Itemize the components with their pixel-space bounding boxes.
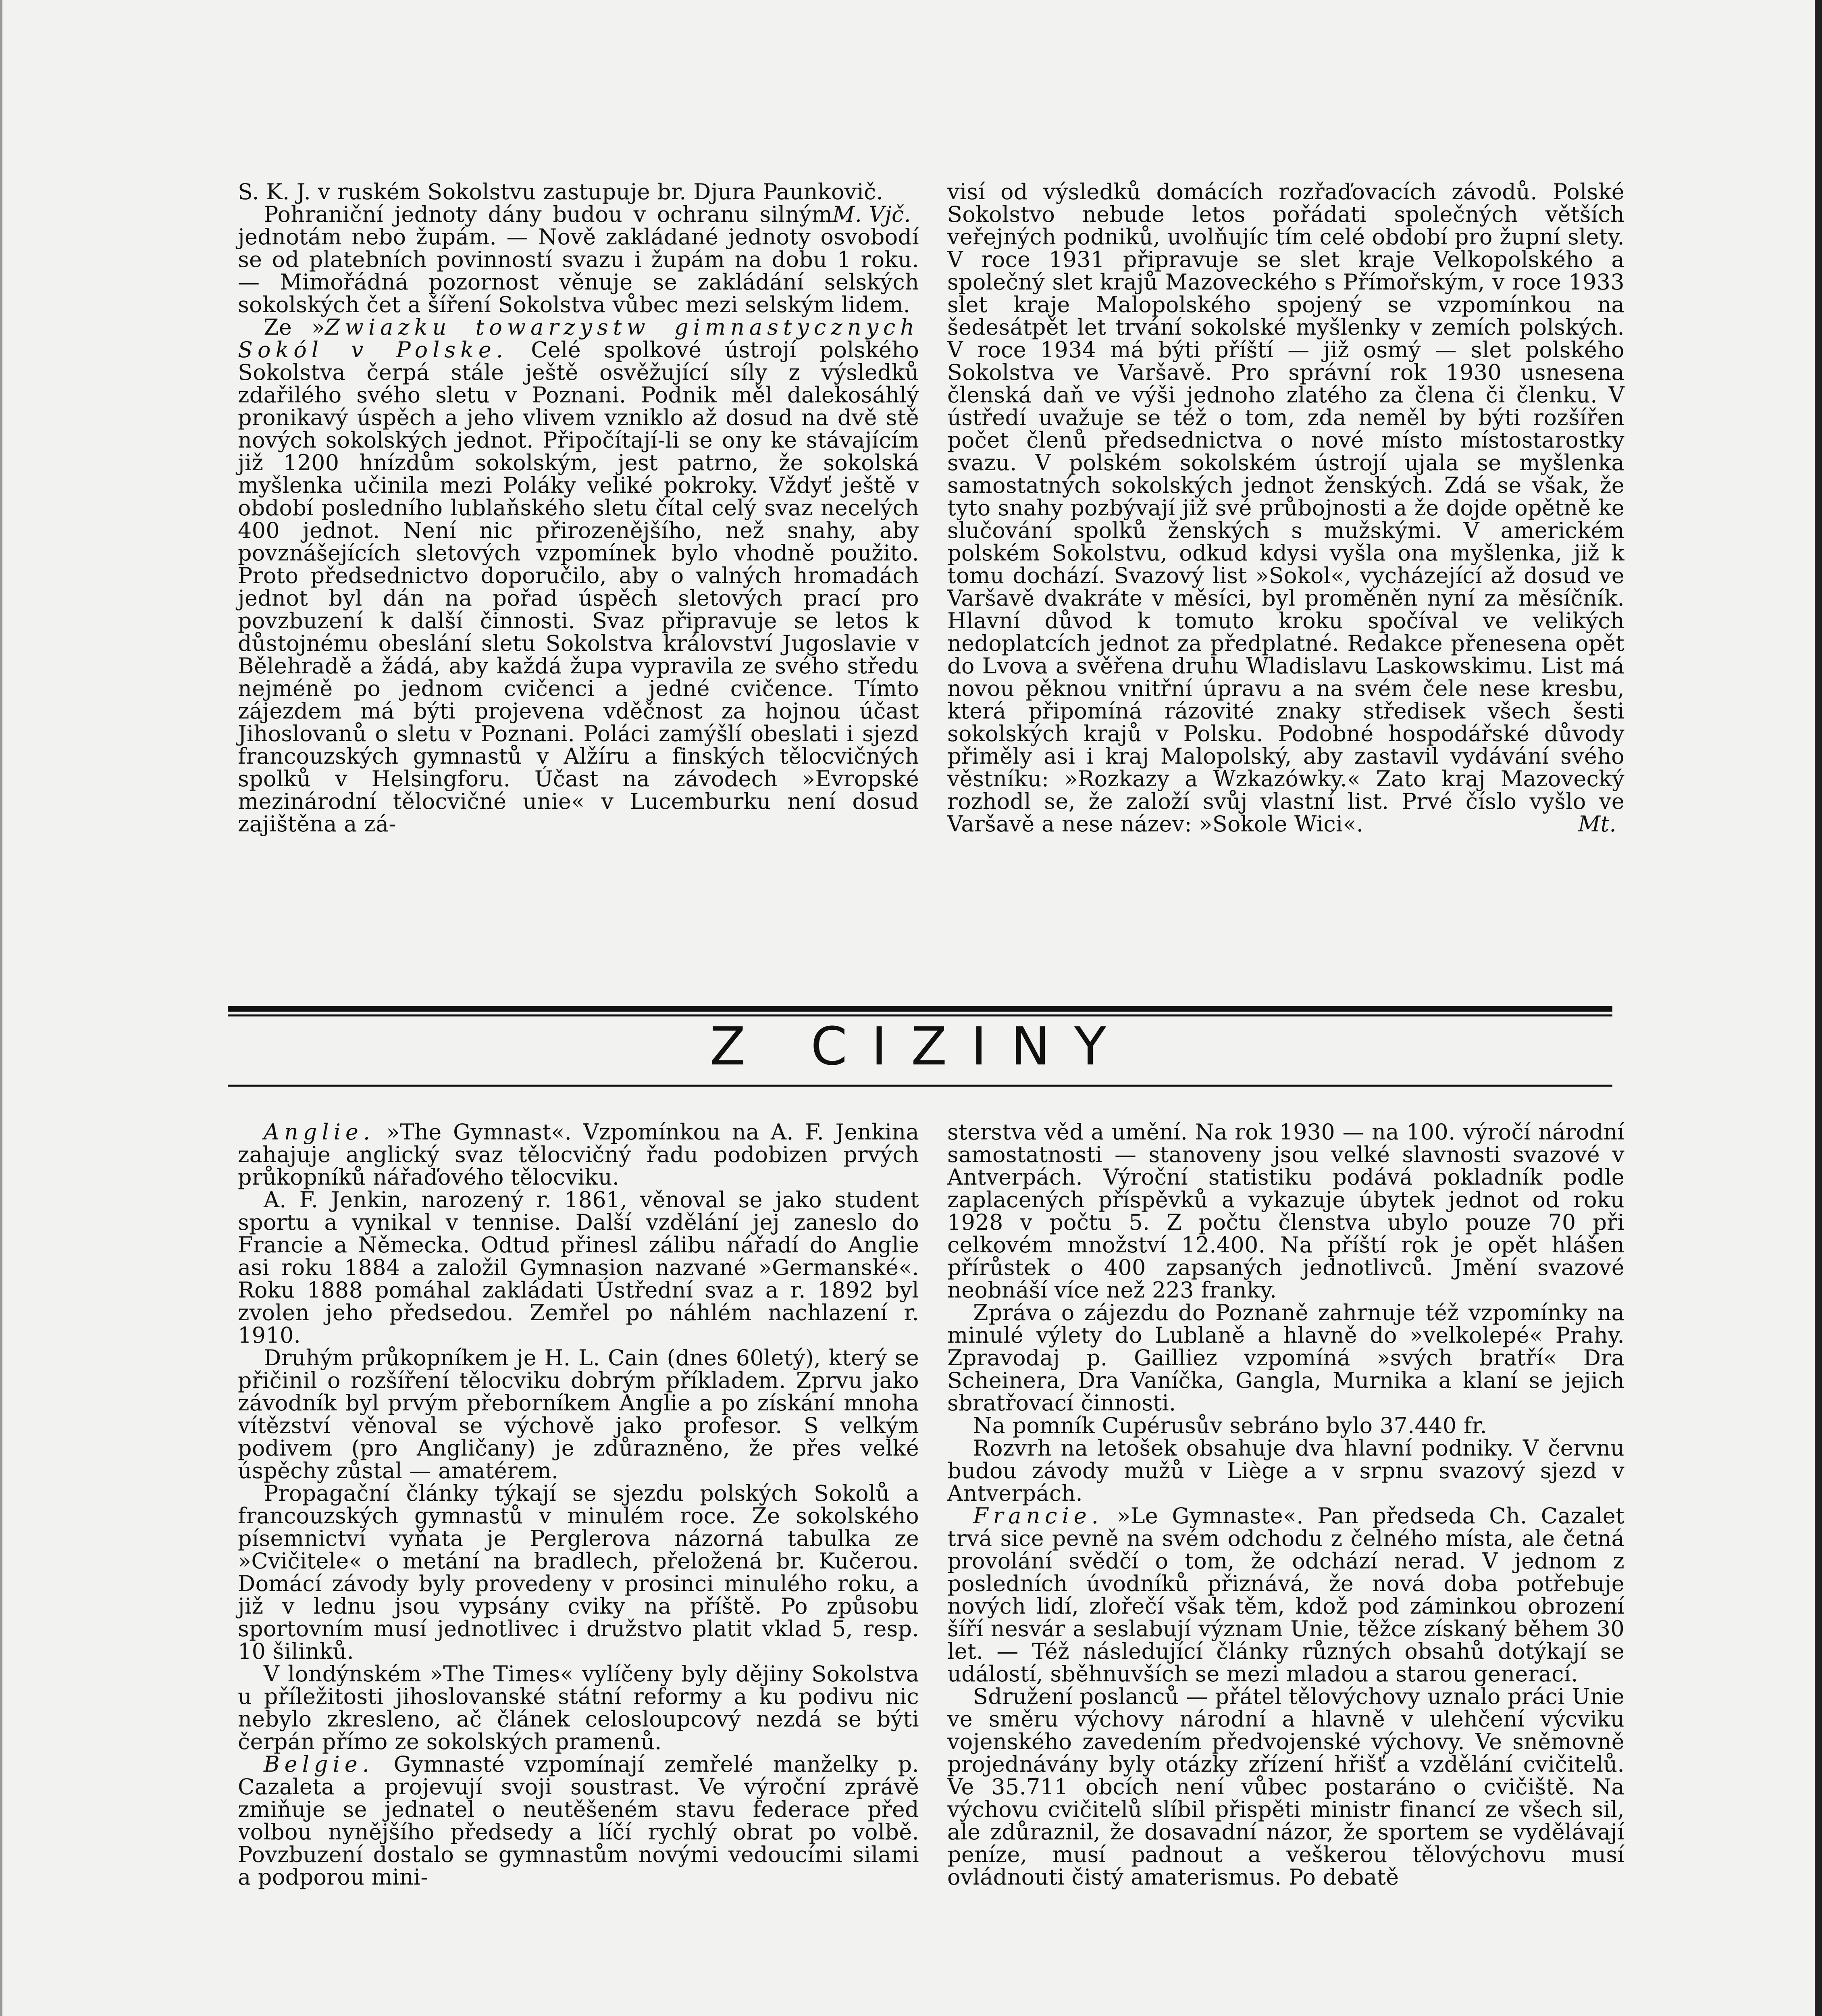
author-signature: M. Vjč. — [832, 202, 911, 227]
spaced-heading: Francie. — [973, 1503, 1103, 1529]
page-edge-left — [0, 0, 2, 2016]
section-rule-top-thick — [228, 1006, 1612, 1012]
paragraph — [947, 181, 1624, 835]
paragraph — [238, 179, 919, 227]
paragraph — [238, 203, 919, 316]
paragraph — [238, 316, 919, 835]
section-rule-bottom — [228, 1085, 1612, 1087]
spaced-heading: Anglie. — [264, 1119, 375, 1145]
paragraph — [947, 1505, 1624, 1685]
paragraph — [238, 1482, 919, 1663]
paragraph — [238, 1663, 919, 1753]
column-top-left — [238, 181, 919, 835]
section-title: Z CIZINY — [709, 1016, 1131, 1077]
author-signature: Mt. — [1578, 811, 1616, 837]
spaced-heading: Zwiazku towarzystw gimnastycznych Sokól v Polske. — [238, 314, 919, 362]
spaced-heading: Belgie. — [264, 1752, 374, 1777]
page-edge-right — [1815, 0, 1822, 2016]
paragraph-text: Gymnasté vzpomínají zemřelé manželky p. Cazaleta a projevují svoji soustrast. Ve výroční zprávě zmiňuje se jednatel o neutěšeném stavu federace před volbou nynějšího předsedy a líčí rychlý obrat po volbě. Povzbuzení dostalo se gymnastům novými vedoucími silami a podporou mini- — [238, 1752, 919, 1890]
paragraph — [238, 1347, 919, 1482]
paragraph — [238, 1121, 919, 1189]
column-bottom-left — [238, 1121, 919, 1889]
paragraph-text: sterstva věd a umění. Na rok 1930 — na 100. výročí národní samostatnosti — stanoveny jsou velké slavnosti svazové v Antverpách. Výroční statistiku podává pokladník podle zaplacených příspěvků a vykazuje úbytek jednot od roku 1928 v počtu 5. Z počtu členstva ubylo pouze 70 při celkovém množství 12.400. Na příští rok je opět hlášen přírůstek o 400 zapsaných jednotlivců. Jmění svazové neobnáší více než 223 franky. — [947, 1119, 1624, 1303]
paragraph-text: »Le Gymnaste«. Pan předseda Ch. Cazalet trvá sice pevně na svém odchodu z čelného místa, ale četná provolání svědčí o tom, že odchází nerad. V jednom z posledních úvodníků přiznává, že nová doba potřebuje nových lidí, zlořečí však těm, kdož pod záminkou obrození šíří nesvár a seslabují význam Unie, těžce získaný během 30 let. — Též následující články různých obsahů dotýkají se událostí, sběhnuvších se mezi mladou a starou generací. — [947, 1503, 1624, 1687]
paragraph-text: visí od výsledků domácích rozřaďovacích závodů. Polské Sokolstvo nebude letos pořádati společných větších veřejných podniků, uvolňujíc tím celé období pro župní slety. V roce 1931 připravuje se slet kraje Velkopolského a společný slet krajů Mazoveckého s Přímořským, v roce 1933 slet kraje Malopolského spojený se vzpomínkou na šedesátpět let trvání sokolské myšlenky v zemích polských. V roce 1934 má býti příští — již osmý — slet polského Sokolstva ve Varšavě. Pro správní rok 1930 usnesena členská daň ve výši jednoho zlatého za člena či členku. V ústředí uvažuje se též o tom, zda neměl by býti rozšířen počet členů předsednictva o nové místo místostarostky svazu. V polském sokolském ústrojí ujala se myšlenka samostatných sokolských jednot ženských. Zdá se však, že tyto snahy pozbývají již své průbojnosti a že dojde opětně ke slučování spolků ženských s mužskými. V americkém polském Sokolstvu, odkud kdysi vyšla ona myšlenka, již k tomu dochází. Svazový list »Sokol«, vycházející až dosud ve Varšavě dvakráte v měsíci, byl proměněn nyní za měsíčník. Hlavní důvod k tomuto kroku spočíval ve velikých nedoplatcích jednot za předplatné. Redakce přenesena opět do Lvova a svěřena druhu Wladislavu Laskowskimu. List má novou pěknou vnitřní úpravu a na svém čele nese kresbu, která připomíná rázovité znaky středisek všech šesti sokolských krajů v Polsku. Podobné hospodářské důvody přiměly asi i kraj Malopolský, aby zastavil vydávání svého věstníku: »Rozkazy a Wzkazówky.« Zato kraj Mazovecký rozhodl se, že založí svůj vlastní list. Prvé číslo vyšlo ve Varšavě a nese název: »Sokole Wici«. — [947, 179, 1624, 837]
paragraph — [238, 1753, 919, 1889]
paragraph — [947, 1685, 1624, 1889]
paragraph — [947, 1121, 1624, 1302]
paragraph-text: Propagační články týkají se sjezdu polských Sokolů a francouzských gymnastů v minulém roce. Ze sokolského písemnictví vyňata je Perglerova názorná tabulka ze »Cvičitele« o metání na bradlech, přeložená br. Kučerou. Domácí závody byly provedeny v prosinci minulého roku, a již v lednu jsou vypsány cviky na příště. Po způsobu sportovním musí jednotlivec i družstvo platit vklad 5, resp. 10 šilinků. — [238, 1481, 919, 1664]
paragraph-text: V londýnském »The Times« vylíčeny byly dějiny Sokolstva u příležitosti jihoslovanské státní reformy a ku podivu nic nebylo zkresleno, ač článek celosloupcový nezdá se býti čerpán přímo ze sokolských pramenů. — [238, 1661, 919, 1754]
paragraph-text: S. K. J. v ruském Sokolstvu zastupuje br. Djura Paunkovič. — [238, 179, 884, 204]
paragraph-text: Zpráva o zájezdu do Poznaně zahrnuje též vzpomínky na minulé výlety do Lublaně a hlavně do »velkolepé« Prahy. Zpravodaj p. Gailliez vzpomíná »svých bratří« Dra Scheinera, Dra Vaníčka, Gangla, Murnika a klaní se jejich sbratřovací činnosti. — [947, 1300, 1624, 1416]
paragraph-text: »The Gymnast«. Vzpomínkou na A. F. Jenkina zahajuje anglický svaz tělocvičný řadu podobizen prvých průkopníků nářaďového tělocviku. — [238, 1119, 919, 1190]
column-top-right — [947, 181, 1624, 835]
paragraph — [238, 1189, 919, 1347]
paragraph — [947, 1437, 1624, 1505]
paragraph-text: Sdružení poslanců — přátel tělovýchovy uznalo práci Unie ve směru výchovy národní a hlavně v ulehčení výcviku vojenského zavedením předvojenské výchovy. Ve sněmovně projednávány byly otázky zřízení hřišť a vzdělání cvičitelů. Ve 35.711 obcích není vůbec postaráno o cvičiště. Na výchovu cvičitelů slíbil přispěti ministr financí ze všech sil, ale zdůraznil, že dosavadní názor, že sportem se vydělávají peníze, musí padnout a veškerou tělovýchovu musí ovládnouti čistý amaterismus. Po debatě — [947, 1684, 1624, 1890]
paragraph-prefix: Ze » — [264, 314, 325, 340]
paragraph-text: Celé spolkové ústrojí polského Sokolstva čerpá stále ještě osvěžující síly z výsledků zdařilého svého sletu v Poznani. Podnik měl dalekosáhlý pronikavý úspěch a jeho vlivem vzniklo až dosud na dvě stě nových sokolských jednot. Připočítají-li se ony ke stávajícím již 1200 hnízdům sokolským, jest patrno, že sokolská myšlenka učinila mezi Poláky veliké pokroky. Vždyť ještě v období posledního lublaňského sletu čítal celý svaz necelých 400 jednot. Není nic přirozenějšího, než snahy, aby povznášejících sletových vzpomínek bylo vhodně použito. Proto předsednictvo doporučilo, aby o valných hromadách jednot byl dán na pořad úspěch sletových prací pro povzbuzení k další činnosti. Svaz připravuje se letos k důstojnému obeslání sletu Sokolstva království Jugoslavie v Bělehradě a žádá, aby každá župa vypravila ze svého středu nejméně po jednom cvičenci a jedné cvičence. Tímto zájezdem má býti projevena vděčnost za hojnou účast Jihoslovanů o sletu v Poznani. Poláci zamýšlí obeslati i sjezd francouzských gymnastů v Alžíru a finských tělocvičných spolků v Helsingforu. Účast na závodech »Evropské mezinárodní tělocvičné unie« v Lucemburku není dosud zajištěna a zá- — [238, 337, 919, 837]
paragraph-text: A. F. Jenkin, narozený r. 1861, věnoval se jako student sportu a vynikal v tennise. Další vzdělání jej zaneslo do Francie a Německa. Odtud přinesl zálibu nářadí do Anglie asi roku 1884 a založil Gymnasion nazvané »Germanské«. Roku 1888 pomáhal zakládati Ústřední svaz a r. 1892 byl zvolen jeho předsedou. Zemřel po náhlém nachlazení r. 1910. — [238, 1187, 919, 1348]
paragraph — [947, 1302, 1624, 1414]
column-bottom-right — [947, 1121, 1624, 1889]
paragraph — [947, 1414, 1624, 1437]
paragraph-text: Na pomník Cupérusův sebráno bylo 37.440 fr. — [973, 1413, 1487, 1438]
paragraph-text: Rozvrh na letošek obsahuje dva hlavní podniky. V červnu budou závody mužů v Liège a v srpnu svazový sjezd v Antverpách. — [947, 1435, 1624, 1506]
paragraph-text: Druhým průkopníkem je H. L. Cain (dnes 60letý), který se přičinil o rozšíření tělocviku dobrým příkladem. Zprvu jako závodník byl prvým přeborníkem Anglie a po získání mnoha vítězství věnoval se výchově jako profesor. S velkým podivem (pro Angličany) je zdůrazněno, že přes velké úspěchy zůstal — amatérem. — [238, 1345, 919, 1483]
paragraph-text: Pohraniční jednoty dány budou v ochranu silným jednotám nebo župám. — Nově zakládané jednoty osvobodí se od platebních povinností svazu i župám na dobu 1 roku. — Mimořádná pozornost věnuje se zakládání selských sokolských čet a šíření Sokolstva vůbec mezi selským lidem. — [238, 202, 919, 317]
